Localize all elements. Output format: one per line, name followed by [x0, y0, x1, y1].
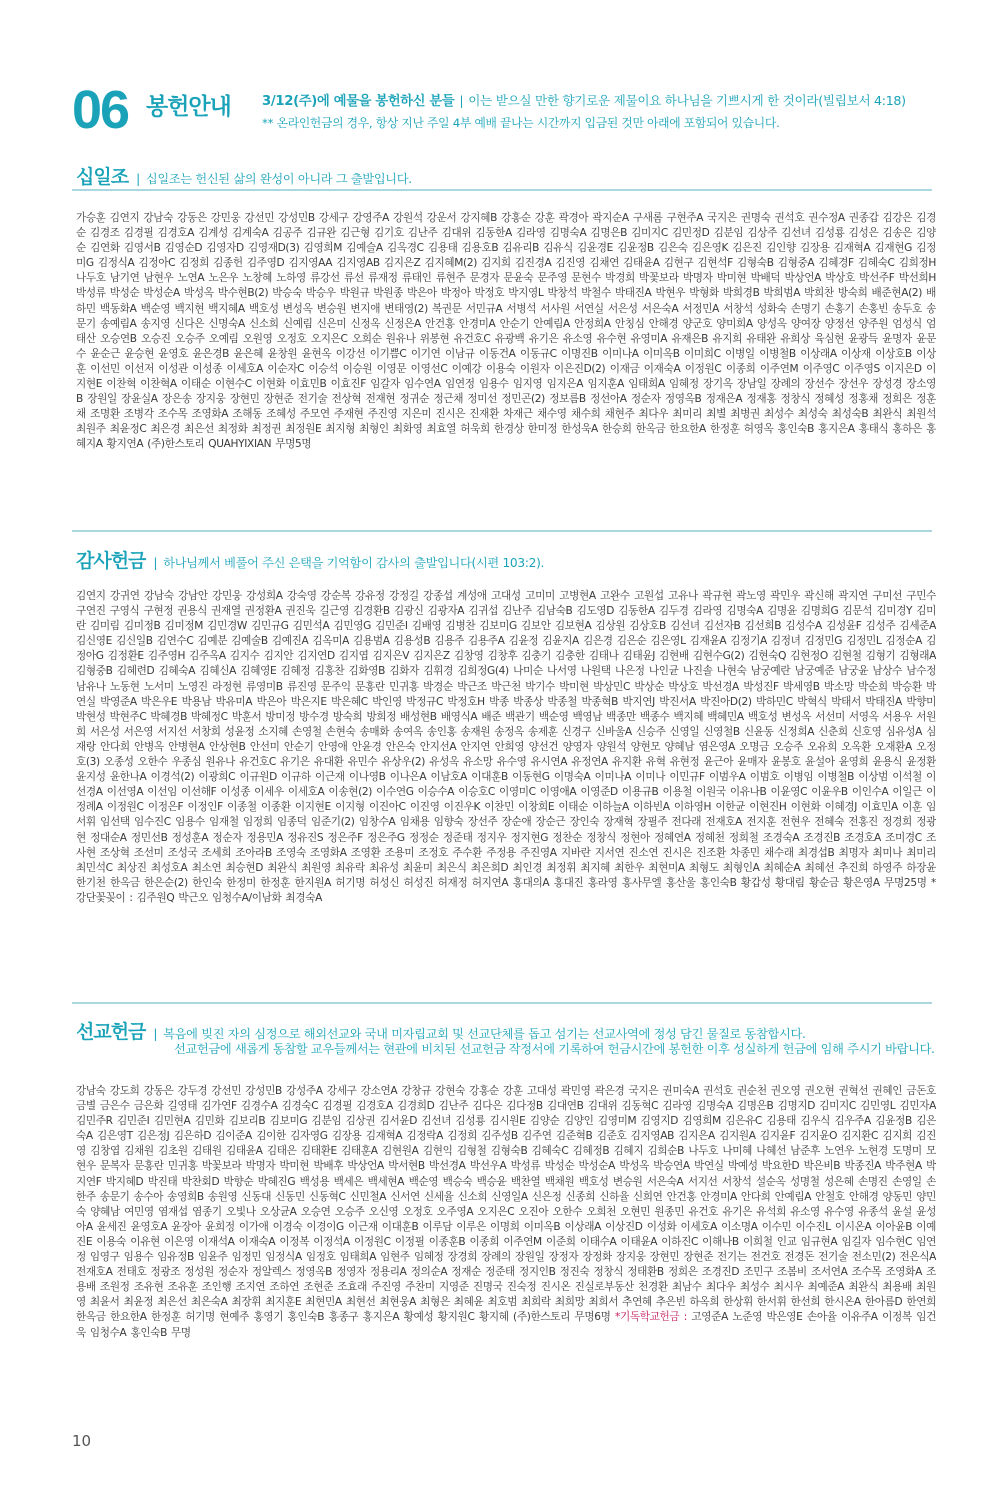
mission-description: 복음에 빚진 자의 심정으로 해외선교와 국내 미자립교회 및 선교단체를 돕고 섬기는 선교사역에 정성 담긴 물질로 동참합시다.: [163, 1027, 806, 1041]
mission-description-2: 선교헌금에 새롭게 동참할 교우들께서는 현관에 비치된 선교헌금 작정서에 기록하여 헌금시간에 봉헌한 이후 성실하게 헌금에 임해 주시기 바랍니다.: [174, 1042, 935, 1056]
section-divider: [72, 1002, 932, 1004]
tithe-heading: [76, 162, 412, 189]
thanks-names: [76, 589, 936, 977]
offering-date-title: 3/12(주)에 예물을 봉헌하신 분들: [262, 94, 455, 109]
mission-title: 선교헌금: [76, 1021, 146, 1043]
section-divider: [72, 530, 932, 532]
divider: |: [153, 1027, 158, 1041]
scripture-verse: 이는 받으실 만한 향기로운 제물이요 하나님을 기쁘시게 한 것이라(빌립보서 4:18): [468, 93, 906, 108]
thanks-description: 하나님께서 베풀어 주신 은택을 기억함이 감사의 출발입니다(시편 103:2).: [163, 556, 545, 570]
tithe-description: 십일조는 헌신된 삶의 완성이 아니라 그 출발입니다.: [145, 172, 412, 186]
thanks-title: 감사헌금: [76, 550, 146, 572]
mission-name-list: 강남숙 강도희 강동은 강두경 강선민 강성민B 강성주A 강세구 강소연A 강창규 강현숙 강홍순 강훈 고대성 곽민영 곽은경 국지은 권미숙A 권석호 권순천 권오영 권오현 권혁선 권혜인 금돈호 금별 금은수 금은화 길영태 김가연F 김경수A 김경숙C 김경필 김경호A 김경희D 김난주 김다은 김다정B 김대연B 김대위 김동혁C 김라영 김명숙A 김명은B 김명지D 김미지C 김민영L 김민자A 김민주R 김민준I 김민현A 김민화 김보리B 김보미G 김분임 김상권 김서윤D 김선녀 김성룡 김시원E 김양순 김양인 김영미M 김영지D 김영희M 김은유C 김용태 김우식 김우주A 김윤정B 김은숙A 김은영T 김은정J 김은하D 김이준A 김이한 김자영G 김장용 김재혁A 김정락A 김정희 김주성B 김주연 김준혁B 김준호 김지영AB 김지은A 김지원A 김지윤F 김지윤O 김지환C 김지희 김진영 김창엽 김채원 김초원 김태원 김태윤A 김태은 김태환E 김태훈A 김현원A 김현익 김형철 김형숙B 김혜숙C 김혜정B 김혜지 김희순B 나두호 나미혜 나혜선 남준후 노연우 노현경 도명미 모현우 문복자 문홍란 민귀홍 박꽃보라 박명자 박미현 박배후 박상언A 박서현B 박선경A 박선우A 박성류 박성순 박성순A 박성옥 박승연A 박연실 박예성 박요한D 박은비B 박종진A 박주현A 박지연F 박지혜D 박진태 박찬회D 박향순 박혜진G 백성용 백세은 백세현A 백순영 백승숙 백승윤 백찬열 백채원 백호성 변승원 서은숙A 서지선 서창석 설순옥 성명철 성은혜 손명진 손영일 손한주 송문기 송수아 송영희B 송원영 신동대 신동민 신동혁C 신민철A 신서연 신세율 신소희 신영일A 신은정 신종희 신하율 신희연 안건홍 안경미A 안다희 안예림A 안철호 안해경 양동민 양민숙 양혜남 여민영 염재섭 염종기 오빛나 오상균A 오승연 오승주 오신영 오정호 오주영A 오지은C 오진아 오한수 오희천 오현민 원종민 유건호 유기은 유석희 유소영 유수영 유종석 윤설 윤성아A 윤세진 윤영호A 윤장아 윤희정 이가애 이경숙 이경이G 이근재 이대훈B 이루담 이루은 이명희 이미옥B 이상래A 이상진D 이성화 이세호A 이소명A 이수민 이수진L 이시온A 이아윤B 이예진E 이용숙 이유현 이은영 이재석A 이재숙A 이정복 이정석A 이정원C 이정필 이종훈B 이종희 이주연M 이준희 이태수A 이태윤A 이하진C 이해나B 이희철 인교 임규현A 임길자 임수현C 임연정 임영구 임용수 임유정B 임윤주 임정민 임정식A 임정호 임태희A 임현주 임혜정 장경희 장례의 장원일 장정자 장정화 장지웅 장현민 장현준 전기는 전건호 전경돈 전기술 전소민(2) 전은식A 전재호A 전태호 정광조 정성원 정순자 정알렉스 정영옥B 정영자 정용리A 정의순A 정재순 정준태 정지인B 정진숙 정창식 정태환B 정희은 조경진D 조민구 조봄비 조서연A 조수목 조영화A 조용배 조원정 조유현 조유훈 조인행 조지연 조하연 조현준 조효래 주진영 주찬미 지영준 진명국 진숙정 진시온 진실로부동산 천경환 최남수 최다우 최성수 최시우 최예준A 최완식 최용배 최원영 최윤서 최윤정 최은선 최은숙A 최장휘 최지훈E 최현민A 최현선 최현웅A 최형은 최혜윤 최호범 최희락 최희망 최희서 추연혜 추은빈 하옥희 한상휘 한서휘 한선희 한시온A 한아름D 한연희 한옥금 한요한A 한정훈 허기명 현예주 홍영기 홍인숙B 홍종구 홍지은A 황예성 황지원C 황지혜 (주)한스토리 무명6명: [76, 1085, 936, 1324]
tithe-rule: [72, 189, 932, 191]
header-subtitle: [262, 90, 906, 109]
divider: |: [136, 172, 140, 186]
christian-school-offering-names: 고영준A 노준영 박은영E 손아율 이유주A 이정복 임건욱 임청수A 홍인숙B 무명: [76, 1311, 936, 1339]
page-number: 10: [72, 1432, 92, 1450]
section-number: 06: [72, 80, 129, 140]
christian-school-offering-label: *기독학교헌금 :: [615, 1311, 687, 1324]
divider: |: [459, 93, 464, 108]
page-title: 봉헌안내: [146, 94, 231, 120]
tithe-names: 가승훈 김연지 강남숙 강동은 강민웅 강선민 강성민B 강세구 강영주A 강원석 강운서 강지혜B 강홍순 강훈 곽경아 곽지순A 구새롬 구현주A 국지은 권명숙 권석호 권수정A 권종갑 김강은 김경순 김경조 김경필 김경호A 김계성 김계숙A 김공주 김규완 김근형 김기호 김난주 김대위 김동한A 김라영 김명숙A 김명은B 김미지C 김민정D 김분임 김상주 김선녀 김성룡 김성은 김송은 김양순 김연화 김영서B 김영순D 김영자D 김영재D(3) 김영희M 김예슬A 김옥경C 김용태 김용호B 김유리B 김유식 김윤경E 김윤정B 김은숙 김은영K 김은진 김인향 김장용 김재혁A 김재현G 김정미G 김정식A 김정아C 김정희 김종헌 김주영D 김지영AA 김지영AB 김지은Z 김지혜M(2) 김지희 김진경A 김진영 김채연 김태윤A 김현구 김현석F 김형숙B 김형중A 김혜경F 김혜숙C 김희정H 나두호 남기연 남현우 노연A 노은우 노창혜 노하영 류강선 류선 류재정 류태인 류현주 문경자 문윤숙 문주영 문현수 박경희 박꽃보라 박명자 박미현 박배덕 박상언A 박상호 박선주F 박선희H 박성류 박성순 박성순A 박성옥 박수현B(2) 박승숙 박승우 박원규 박원종 박은아 박정아 박정호 박지영L 박창석 박철수 박태진A 박현우 박형화 박희경B 박희범A 박희찬 방숙희 배준현A(2) 배하민 백동화A 백순영 백지현 백지혜A 백호성 변성옥 변승원 변지애 변태영(2) 복권문 서민규A 서병석 서사원 서연실 서은성 서은숙A 서정민A 서창석 성화숙 손명기 손홍기 손홍빈 송두호 송문기 송예림A 송지영 신다은 신명숙A 신소희 신예림 신은미 신정옥 신정은A 안건홍 안경미A 안순기 안예림A 안정희A 안칭심 안해경 양군호 양미희A 양성옥 양여장 양정선 양주원 엄성식 엄태산 오승연B 오승진 오승주 오예림 오원영 오정호 오지은C 오희순 원유나 위봉현 유건호C 유광백 유기은 유소영 유수현 유영미A 유재은B 유지희 유태완 유희상 육심현 윤광득 윤명자 윤문수 윤순근 윤승현 윤영호 윤은경B 윤은혜 윤창원 윤현옥 이강선 이기쁨C 이기연 이남규 이동건A 이동규C 이명진B 이미나A 이미옥B 이미희C 이병일 이병철B 이상래A 이상재 이상호B 이상훈 이선민 이선저 이성관 이성종 이세호A 이순자C 이승석 이승원 이영문 이영선C 이예강 이용숙 이원자 이은진D(2) 이재금 이재숙A 이정원C 이종희 이주연M 이주영C 이주영S 이지은D 이지현E 이찬혁 이찬혁A 이태순 이현수C 이현화 이효민B 이효진F 임갈자 임수연A 임연정 임용수 임지영 임지은A 임지훈A 임태희A 임혜정 장기옥 장남일 장례의 장선수 장선우 장성경 장소영B 장원일 장윤실A 장은송 장지웅 장현민 장현준 전기술 전상혁 전재현 정귀순 정근채 정미선 정민곤(2) 정보름B 정선아A 정순자 정영옥B 정재은A 정재홍 정창식 정혜성 정홍채 정희은 정훈채 조명환 조병각 조수목 조영화A 조해동 조혜성 주모연 주재현 주진영 지은미 진시은 진재환 차재근 채수영 채수희 채현주 최다우 최미리 최별 최병권 최성수 최성숙 최성숙B 최완식 최원석 최원주 최윤정C 최은경 최은선 최정화 최정권 최정원E 최지형 최형인 최화영 최효열 허욱희 한경상 한미정 한성욱A 한승희 한옥금 한요한A 한정훈 허영옥 홍인숙B 홍지은A 홍태식 홍하은 홍혜지A 황지연A (주)한스토리 QUAHYIXIAN 무명5명: [76, 212, 936, 451]
altar-flowers-note: *강단꽃꽂이 : 김주원Q 박근오 임청수A/이남화 최경숙A: [76, 876, 936, 904]
tithe-title: 십일조: [76, 166, 129, 188]
thanks-name-list: 김연지 강귀연 강남숙 강남안 강민웅 강성희A 강숙영 강순복 강유정 강정길 강종섭 계성애 고대성 고미미 고병현A 고완수 고원섭 고유나 곽규현 곽노영 곽민우 곽신해 곽지연 구미선 구민수 구연진 구영식 구현정 권용식 권재열 권정환A 권진욱 길근영 김경환B 김광신 김광자A 김귀섭 김난주 김남숙B 김도영D 김동한A 김두경 김라영 김명숙A 김명윤 김명희G 김문석 김미경Y 김미란 김미림 김미정B 김미정M 김민경W 김민규G 김민석A 김민영G 김민준I 김배영 김병찬 김보미G 김보안 김보현A 김상원 김상호B 김선녀 김선자B 김선희B 김성수A 김성윤F 김성주 김세준A 김신영E 김신일B 김연수C 김예분 김예술B 김예진A 김옥미A 김용범A 김용성B 김용주 김용주A 김윤정 김윤지A 김은경 김은순 김은영L 김재윤A 김정기A 김정녀 김정민G 김정민L 김정순A 김정아G 김정환E 김주영H 김주옥A 김지수 김지안 김지연D 김지엽 김지은V 김지은Z 김창영 김창후 김충기 김충한 김태나 김태윤J 김현배 김현수G(2) 김현숙Q 김현정O 김현철 김형기 김형래A 김형중B 김혜련D 김혜숙A 김혜신A 김혜영E 김혜정 김홍찬 김화영B 김화자 김휘경 김희정G(4) 나미순 나서영 나원택 나은정 나인균 나진솔 나현숙 남궁예란 남궁예준 남궁윤 남상수 남수정 남유나 노동현 노서미 노영진 라정현 류영미B 류진영 문주익 문홍란 민귀홍 박경순 박근조 박근천 박기수 박미현 박상민C 박상순 박상호 박선경A 박성진F 박세영B 박소망 박순희 박승환 박연실 박영준A 박은우E 박용남 박유미A 박은아 박은지E 박은혜C 박인영 박정규C 박정호H 박종 박종상 박종철 박종혁B 박지연J 박진서A 박진아D(2) 박하민C 박혁식 박태서 박태진A 박향미 박현성 박현주C 박혜경B 박혜정C 박훈서 방미정 방수경 방숙희 방희정 배성현B 배영식A 배준 백관기 백순영 백영남 백종만 백종수 백지혜 백혜민A 백호성 변성옥 서선미 서영옥 서용우 서원희 서은성 서은영 서지선 서창희 성윤정 소지혜 손영철 손현숙 송매화 송여옥 송인홍 송재원 송정옥 송제훈 신경구 신바울A 신승주 신영일 신영철B 신윤동 신정희A 신춘희 신호영 심유성A 심재랑 안다희 안병옥 안병현A 안상현B 안선미 안순기 안영애 안윤경 안은숙 안지선A 안지연 안희영 양선건 양영자 양원석 양현모 양혜남 염은영A 오명금 오승주 오유희 오옥환 오재환A 오정호(3) 오종성 오한수 우종심 원유나 유건호C 유기은 유대환 유민수 유상우(2) 유성옥 유소망 유수영 유시연A 유정연A 유지환 유혁 유현정 윤근아 윤매자 윤봉호 윤설아 윤영희 윤용식 윤정환 윤지성 윤한나A 이경석(2) 이광희C 이규원D 이규하 이근재 이나영B 이나은A 이남호A 이대훈B 이동현G 이명숙A 이미나A 이미나 이민규F 이범우A 이범호 이병임 이병철B 이상범 이석철 이선경A 이선영A 이선임 이선해F 이성종 이세우 이세호A 이송현(2) 이수연G 이승수A 이승호C 이영미C 이영애A 이영준D 이용규B 이용철 이원국 이유나B 이윤영C 이윤우B 이인수A 이일근 이정례A 이정원C 이정은F 이정인F 이종철 이종환 이지현E 이지형 이진아C 이진영 이진우K 이찬민 이창희E 이태순 이하늘A 이하빈A 이하영H 이한균 이현진H 이현화 이혜경J 이효민A 이훈 임서휘 임선택 임수진C 임용수 임재철 임정희 임종덕 임준기(2) 임창수A 임채용 임향숙 장선주 장순애 장순근 장인숙 장재혁 장필주 전다래 전재호A 전지훈 전현우 전혜숙 전홍진 정경희 정광현 정대순A 정민선B 정성훈A 정순자 정용민A 정유진S 정은주F 정은주G 정정순 정준태 정지우 정지현G 정찬순 정창식 정현아 정혜연A 정혜천 정희철 조경숙A 조경진B 조경호A 조미경C 조사현 조상혁 조선미 조성국 조세희 조아라B 조영숙 조영화A 조영환 조용미 조정호 주수환 주정용 주진영A 지바란 지서연 진소연 진시은 진조환 차종민 채수래 최경섭B 최명자 최미나 최미리 최민석C 최상진 최성호A 최소연 최승현D 최완식 최원영 최유락 최유성 최윤미 최은식 최은희D 최인경 최정휘 최지혜 최한우 최현미A 최형도 최형인A 최혜순A 최혜선 추진희 하영주 하장윤 한기천 한옥금 한은순(2) 한인숙 한정미 한정훈 한지원A 허기명 허성신 허성진 허재정 허지연A 홍대의A 홍대진 홍라영 홍사무엘 홍산울 홍인숙B 황갑성 황대림 황순금 황은영A 무명25명: [76, 590, 936, 889]
mission-names: [76, 1084, 936, 1386]
online-offering-note: ** 온라인헌금의 경우, 항상 지난 주일 4부 예배 끝나는 시간까지 입금된 것만 아래에 포함되어 있습니다.: [262, 116, 780, 130]
page-header: [72, 80, 932, 140]
divider: |: [153, 556, 158, 570]
thanks-heading: [76, 546, 544, 573]
